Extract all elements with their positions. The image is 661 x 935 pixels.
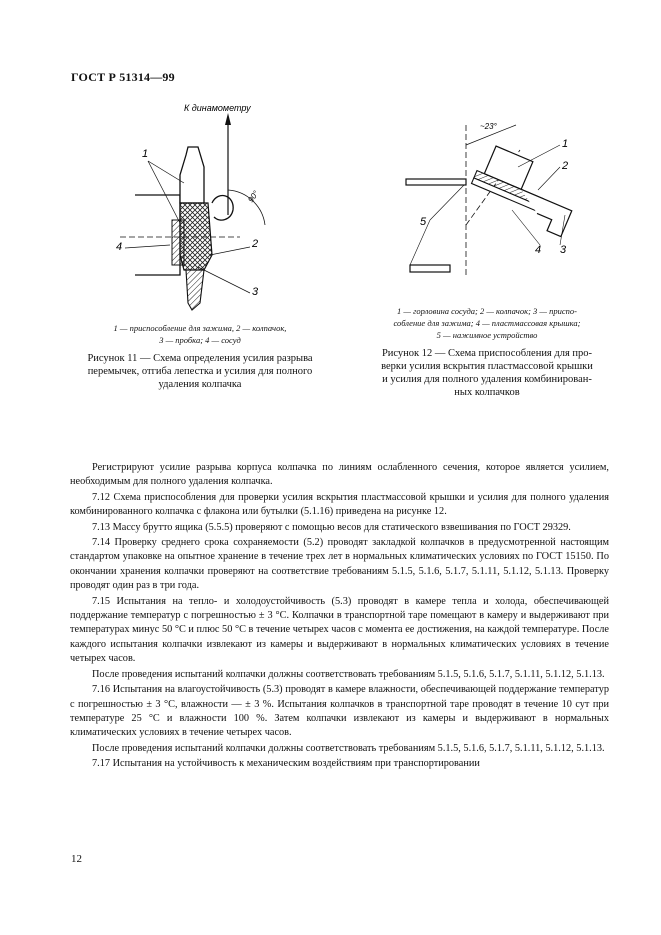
paragraph: 7.12 Схема приспособления для проверки усилия вскрытия пластмассовой крышки и усилия для полного удаления комбинированного колпачка с флакона или бутылки (5.1.16) приведена на рисунке 12. [70, 491, 609, 518]
fig11-angle: 90° [246, 189, 261, 205]
fig12-label-5: 5 [420, 216, 427, 228]
fig11-label-1: 1 [142, 148, 149, 160]
paragraph: Регистрируют усилие разрыва корпуса колпачка по линиям ослабленного сечения, которое является усилием, необходимым для полного удаления колпачка. [70, 462, 609, 488]
fig11-arrow-label: К динамометру [184, 103, 251, 113]
body-text [70, 461, 609, 773]
fig11-label-2: 2 [252, 238, 259, 250]
paragraph: 7.16 Испытания на влагоустойчивость (5.3) проводят в камере влажности, обеспечивающей поддержание температур с погрешностью ± 3 °С, влажности — ± 3 %. Испытания колпачков в транспортной таре проводят в течение 10 сут при температуре 25 °С и влажности 100 %. Затем колпачки извлекают из камеры и выдерживают в нормальных климатических условиях в течение четырех часов. [70, 684, 609, 739]
figure-12-caption: Рисунок 12 — Схема приспособления для про- верки усилия вскрытия пластмассовой крышки и усилия для полного удаления комбинирован- ных колпачков [381, 348, 593, 398]
fig12-label-2: 2 [562, 160, 569, 172]
fig12-angle: ~23° [480, 122, 497, 131]
fig12-label-1: 1 [562, 138, 569, 150]
paragraph: После проведения испытаний колпачки должны соответствовать требованиям 5.1.5, 5.1.6, 5.1.7, 5.1.11, 5.1.12, 5.1.13. [92, 668, 605, 680]
fig11-label-4: 4 [116, 241, 123, 253]
figure-11 [100, 95, 300, 320]
figure-12-drawing [400, 105, 600, 285]
paragraph: 7.17 Испытания на устойчивость к механическим воздействиям при транспортировании [92, 758, 480, 770]
fig11-label-3: 3 [252, 286, 259, 298]
fig12-label-3: 3 [560, 244, 567, 256]
paragraph: 7.15 Испытания на тепло- и холодоустойчивость (5.3) проводят в камере тепла и холода, обеспечивающей поддержание температур с погрешностью ± 3 °С. Колпачки в транспортной таре помещают в камеру и выдерживают при температурах минус 50 °С и плюс 50 °С в течение четырех часов с момента ее достижения, на каждой температуре. После каждого испытания колпачки извлекают из камеры и выдерживают в нормальных климатических условиях в течение четырех часов. [70, 595, 609, 665]
figure-12 [400, 105, 600, 285]
standard-header: ГОСТ Р 51314—99 [71, 70, 175, 84]
figure-12-legend: 1 — горловина сосуда; 2 — колпачок; 3 — приспо- собление для зажима; 4 — пластмассовая крышка; 5 — нажимное устройство [393, 306, 581, 340]
paragraph: После проведения испытаний колпачки должны соответствовать требованиям 5.1.5, 5.1.6, 5.1.7, 5.1.11, 5.1.12, 5.1.13. [92, 742, 605, 754]
figure-11-caption: Рисунок 11 — Схема определения усилия разрыва перемычек, отгиба лепестка и усилия для полного удаления колпачка [87, 353, 313, 390]
paragraph: 7.13 Массу брутто ящика (5.5.5) проверяют с помощью весов для статического взвешивания по ГОСТ 29329. [92, 521, 571, 533]
fig12-label-4: 4 [535, 244, 542, 256]
page-number: 12 [71, 853, 82, 865]
figure-11-drawing [100, 95, 300, 320]
figure-11-legend: 1 — приспособление для зажима, 2 — колпачок, 3 — пробка; 4 — сосуд [113, 323, 287, 345]
paragraph: 7.14 Проверку среднего срока сохраняемости (5.2) проводят закладкой колпачков в предусмотренной настоящим стандартом упаковке на опытное хранение в течение трех лет в нормальных климатических условиях по ГОСТ 15150. По окончании хранения колпачки проверяют на соответствие требованиям 5.1.5, 5.1.6, 5.1.7, 5.1.11, 5.1.12, 5.1.13. Проверку проводят один раз в три года. [70, 537, 609, 592]
